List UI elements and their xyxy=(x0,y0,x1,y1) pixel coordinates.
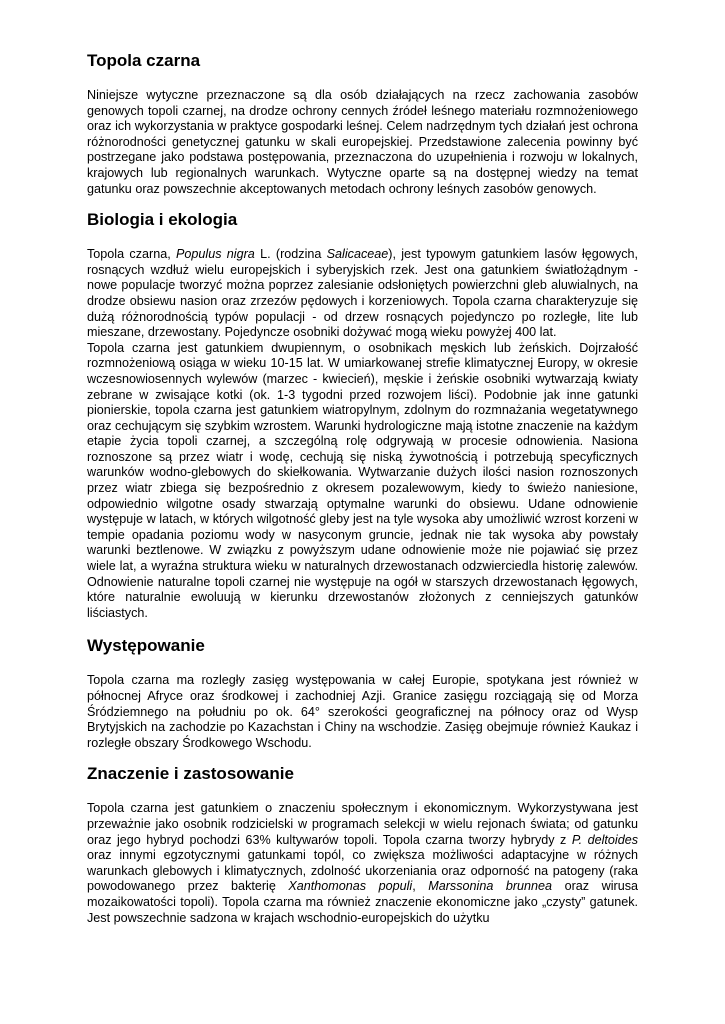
intro-paragraph: Niniejsze wytyczne przeznaczone są dla osób działających na rzecz zachowania zasobów genowych topoli czarnej, na drodze ochrony cennych źródeł leśnego materiału rozmnożeniowego oraz ich wykorzystania w praktyce gospodarki leśnej. Celem nadrzędnym tych działań jest ochrona różnorodności genetycznej gatunku w skali europejskiej. Przedstawione zalecenia powinny być postrzegane jako podstawa postępowania, przeznaczona do uzupełnienia i rozwoju w lokalnych, krajowych lub regionalnych warunkach. Wytyczne oparte są na dostępnej wiedzy na temat gatunku oraz powszechnie akceptowanych metodach ochrony leśnych zasobów genowych. xyxy=(87,88,638,196)
section-heading: Topola czarna xyxy=(87,51,201,70)
section-heading: Znaczenie i zastosowanie xyxy=(87,764,294,784)
text-run: Topola czarna, xyxy=(87,247,176,262)
section-biologia-i-ekologia xyxy=(87,209,638,621)
text-run: oraz innymi egzotycznymi gatunkami topól, co zwiększa możliwości adaptacyjne w różnych warunkach glebowych i klimatycznych, zdolność ukorzeniania oraz odporność na patogeny (raka powodowanego przez bakterię xyxy=(87,848,638,894)
section-heading: Biologia i ekologia xyxy=(87,210,238,230)
section-znaczenie-i-zastosowanie xyxy=(87,763,638,926)
text-run: ), jest typowym gatunkiem lasów łęgowych, rosnących wzdłuż wielu europejskich i syberyjskich rzek. Jest ona gatunkiem światłożądnym - nowe populacje tworzyć można poprzez zalesianie odsłoniętych powierzchni gleb aluwialnych, na drodze obsiewu nasion oraz zrzezów pędowych i korzeniowych. Topola czarna charakteryzuje się dużą różnorodnością typów populacji - od drzew rosnących pojedynczo po rozległe, lite lub mieszane, drzewostany. Pojedyncze osobniki dożywać mogą wieku powyżej 400 lat. xyxy=(87,247,638,340)
text-run: Topola czarna jest gatunkiem o znaczeniu społecznym i ekonomicznym. Wykorzystywana jest przeważnie jako osobnik rodzicielski w programach selekcji w wielu rejonach świata; od gatunku oraz jego hybryd pochodzi 63% kultywarów topoli. Topola czarna tworzy hybrydy z xyxy=(87,801,638,847)
section-topola-czarna xyxy=(87,50,638,197)
species-name: Populus nigra xyxy=(175,247,255,262)
family-name: Salicaceae xyxy=(326,247,389,262)
bacterium-name: Xanthomonas populi xyxy=(288,879,413,894)
section-heading: Występowanie xyxy=(87,636,205,656)
text-run: , xyxy=(412,879,429,894)
biology-paragraph-2: Topola czarna jest gatunkiem dwupiennym, o osobnikach męskich lub żeńskich. Dojrzałość rozmnożeniową osiąga w wieku 10-15 lat. W umiarkowanej strefie klimatycznej Europy, w okresie wczesnowiosennych wylewów (marzec - kwiecień), męskie i żeńskie osobniki wytwarzają kwiaty zebrane w zwisające kotki (ok. 1-3 tygodni przed rozwojem liści). Podobnie jak inne gatunki pionierskie, topola czarna jest gatunkiem wiatropylnym, zdolnym do rozmnażania wegetatywnego oraz cechującym się szybkim wzrostem. Warunki hydrologiczne mają istotne znaczenie na każdym etapie życia topoli czarnej, a szczególną rolę odgrywają w procesie odnowienia. Nasiona roznoszone są przez wiatr i wodę, cechują się niską żywotnością i potrzebują specyficznych warunków wodno-glebowych do skiełkowania. Wytwarzanie dużych ilości nasion roznoszonych przez wiatr zbiega się bezpośrednio z okresem pozalewowym, kiedy to świeżo naniesione, odpowiednio wilgotne osady stwarzają optymalne warunki do obsiewu. Udane odnowienie występuje w latach, w których wilgotność gleby jest na tyle wysoka aby umożliwić wzrost korzeni w tempie opadania poziomu wody w nasyconym gruncie, jednak nie tak wysoka aby powstały warunki beztlenowe. W związku z powyższym udane odnowienie może nie pojawiać się przez wiele lat, a wyraźna struktura wieku w naturalnych drzewostanach odzwierciedla historię zalewów. Odnowienie naturalne topoli czarnej nie występuje na ogół w starszych drzewostanach łęgowych, które naturalnie ewoluują w kierunku drzewostanów złożonych z cenniejszych gatunków liściastych. xyxy=(87,340,638,620)
text-run: L. (rodzina xyxy=(254,247,327,262)
species-name: P. deltoides xyxy=(571,832,638,847)
text-run: oraz wirusa mozaikowatości topoli). Topola czarna ma również znaczenie ekonomiczne jako „czysty” gatunek. Jest powszechnie sadzona w krajach wschodnio-europejskich do użytku xyxy=(87,879,638,925)
fungus-name: Marssonina brunnea xyxy=(428,879,553,894)
section-wystepowanie xyxy=(87,635,638,751)
biology-paragraph-1 xyxy=(87,247,638,341)
occurrence-paragraph: Topola czarna ma rozległy zasięg występowania w całej Europie, spotykana jest również w północnej Afryce oraz środkowej i zachodniej Azji. Granice zasięgu rozciągają się od Morza Śródziemnego na południu po ok. 64° szerokości geograficznej na północy oraz od Wysp Brytyjskich na zachodzie po Kazachstan i Chiny na wschodzie. Zasięg obejmuje również Kaukaz i rozległe obszary Środkowego Wschodu. xyxy=(87,673,638,750)
significance-paragraph xyxy=(87,801,638,926)
